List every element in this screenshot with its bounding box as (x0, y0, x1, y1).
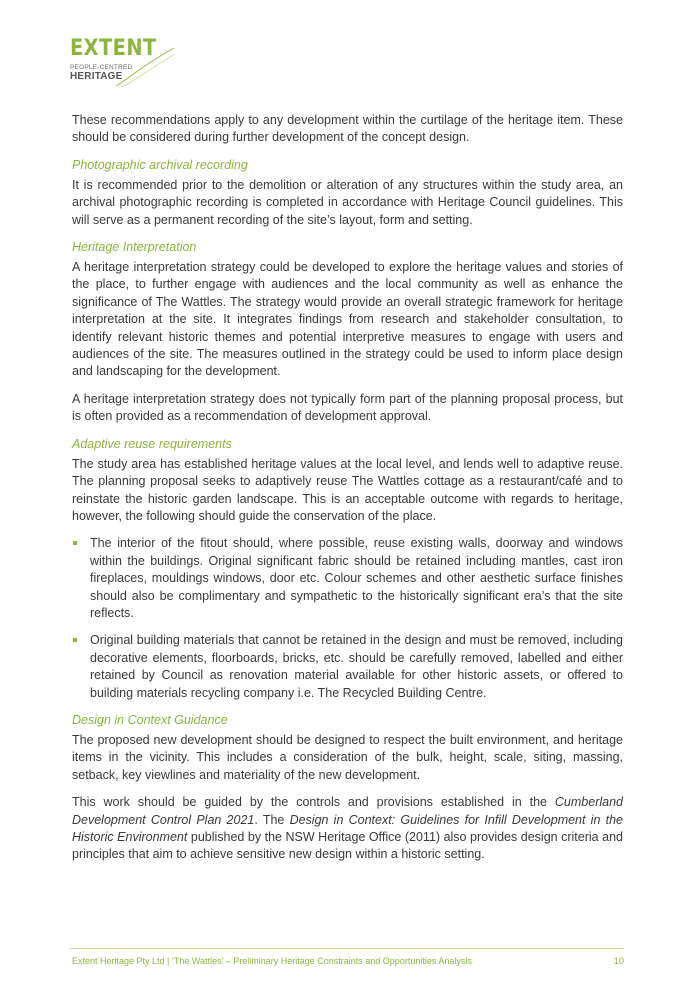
company-logo (70, 36, 180, 96)
paragraph: A heritage interpretation strategy does not typically form part of the planning proposal process, but is often provided as a recommendation of development approval. (72, 391, 623, 424)
document-title-reference: Design in Context: Guidelines for Infill Development in the Historic Environment (72, 812, 623, 844)
bullet-list (72, 535, 623, 702)
paragraph: The proposed new development should be designed to respect the built environment, and heritage items in the vicinity. This includes a consideration of the bulk, height, scale, siting, massing, setback, key viewlines and materiality of the new development. (72, 732, 623, 782)
section-heading-heritage-interpretation: Heritage Interpretation (72, 240, 197, 255)
paragraph: A heritage interpretation strategy could be developed to explore the heritage values and stories of the place, to further engage with audiences and the local community as well as enhance the significance of The Wattles. The strategy would provide an overall strategic framework for heritage interpretation at the site. It integrates findings from research and stakeholder consultation, to identify relevant historic themes and potential interpretive measures to engage with users and audiences of the site. The measures outlined in the strategy could be used to inform place design and landscaping for the development. (72, 260, 623, 379)
section-heading-adaptive-reuse: Adaptive reuse requirements (72, 436, 232, 451)
square-bullet-icon (73, 541, 77, 545)
section-heading-photographic-recording: Photographic archival recording (72, 157, 248, 172)
list-item-text: Original building materials that cannot be retained in the design and must be removed, including decorative elements, floorboards, bricks, etc. should be carefully removed, labelled and either retained by Council as renovation material available for other historic assets, or offered to building materials recycling company i.e. The Recycled Building Centre. (90, 633, 623, 700)
logo-subtitle: HERITAGE (70, 71, 123, 82)
list-item-text: The interior of the fitout should, where possible, reuse existing walls, doorway and windows within the buildings. Original significant fabric should be retained including mantles, cast iron fireplaces, mouldings windows, door etc. Colour schemes and other aesthetic surface finishes should also be complimentary and sympathetic to the historically significant era’s that the site reflects. (90, 536, 623, 620)
footer-text: Extent Heritage Pty Ltd | ‘The Wattles’ – Preliminary Heritage Constraints and Opportunities Analysis (72, 956, 472, 966)
final-paragraph (72, 794, 623, 864)
text-run: This work should be guided by the controls and provisions established in the (72, 795, 555, 810)
document-body (72, 112, 623, 874)
paragraph: The study area has established heritage values at the local level, and lends well to adaptive reuse. The planning proposal seeks to adaptively reuse The Wattles cottage as a restaurant/café and to reinstate the historic garden landscape. This is an acceptable outcome with regards to heritage, however, the following should guide the conservation of the place. (72, 456, 623, 523)
intro-paragraph: These recommendations apply to any development within the curtilage of the heritage item. These should be considered during further development of the concept design. (72, 113, 623, 145)
list-item (72, 632, 623, 702)
document-title-reference: Cumberland Development Control Plan 2021 (72, 795, 623, 827)
logo-title: EXTENT (70, 36, 157, 61)
square-bullet-icon (73, 638, 77, 642)
paragraph: It is recommended prior to the demolition or alteration of any structures within the study area, an archival photographic recording is completed in accordance with Heritage Council guidelines. This will serve as a permanent recording of the site’s layout, form and setting. (72, 177, 623, 227)
logo-tagline: PEOPLE-CENTRED (70, 64, 133, 71)
section-heading-design-in-context: Design in Context Guidance (72, 712, 228, 727)
list-item (72, 535, 623, 622)
footer-divider (70, 948, 624, 949)
page-number: 10 (613, 956, 624, 966)
text-run: published by the NSW Heritage Office (2011) also provides design criteria and principles that aim to achieve sensitive new design within a historic setting. (72, 830, 623, 862)
text-run: . The (254, 812, 290, 827)
